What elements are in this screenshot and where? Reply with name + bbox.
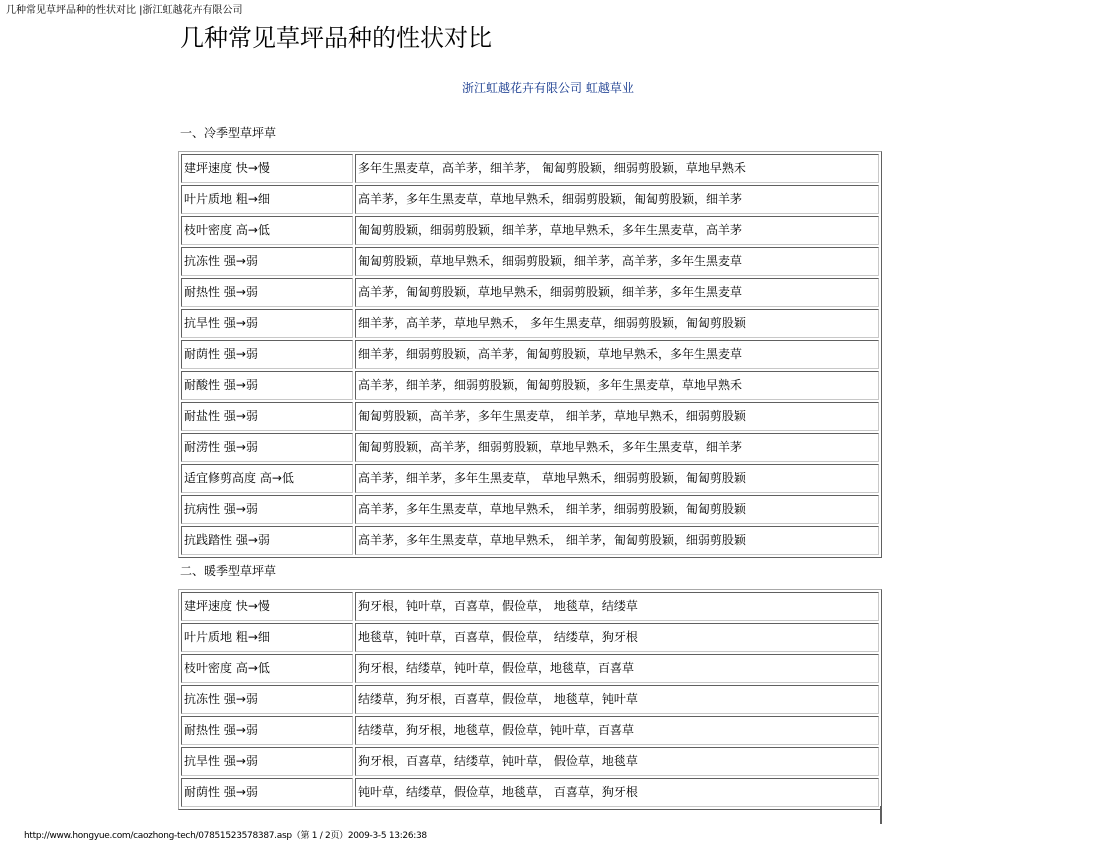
- trait-cell: 耐热性 强→弱: [181, 716, 353, 745]
- warm-season-table: [178, 589, 882, 810]
- cool-season-table: [178, 151, 882, 558]
- ranking-cell: 匍匐剪股颖，高羊茅，多年生黑麦草， 细羊茅，草地早熟禾，细弱剪股颖: [355, 402, 879, 431]
- table-row: [181, 747, 879, 776]
- trait-cell: 耐酸性 强→弱: [181, 371, 353, 400]
- trait-cell: 抗旱性 强→弱: [181, 309, 353, 338]
- table-row: [181, 371, 879, 400]
- ranking-cell: 高羊茅，多年生黑麦草，草地早熟禾，细弱剪股颖，匍匐剪股颖，细羊茅: [355, 185, 879, 214]
- ranking-cell: 高羊茅，多年生黑麦草，草地早熟禾， 细羊茅，细弱剪股颖，匍匐剪股颖: [355, 495, 879, 524]
- table-row: [181, 402, 879, 431]
- trait-cell: 耐盐性 强→弱: [181, 402, 353, 431]
- ranking-cell: 狗牙根，百喜草，结缕草，钝叶草， 假俭草，地毯草: [355, 747, 879, 776]
- ranking-cell: 多年生黑麦草，高羊茅，细羊茅， 匍匐剪股颖，细弱剪股颖，草地早熟禾: [355, 154, 879, 183]
- trait-cell: 适宜修剪高度 高→低: [181, 464, 353, 493]
- table-edge-divider: [880, 806, 882, 824]
- ranking-cell: 钝叶草，结缕草，假俭草，地毯草， 百喜草，狗牙根: [355, 778, 879, 807]
- table-row: [181, 464, 879, 493]
- table-row: [181, 495, 879, 524]
- trait-cell: 叶片质地 粗→细: [181, 185, 353, 214]
- page-title: 几种常见草坪品种的性状对比: [180, 24, 492, 52]
- trait-cell: 抗冻性 强→弱: [181, 685, 353, 714]
- ranking-cell: 结缕草，狗牙根，百喜草，假俭草， 地毯草，钝叶草: [355, 685, 879, 714]
- trait-cell: 枝叶密度 高→低: [181, 654, 353, 683]
- ranking-cell: 高羊茅，细羊茅，多年生黑麦草， 草地早熟禾，细弱剪股颖，匍匐剪股颖: [355, 464, 879, 493]
- trait-cell: 抗病性 强→弱: [181, 495, 353, 524]
- table-row: [181, 685, 879, 714]
- ranking-cell: 高羊茅，多年生黑麦草，草地早熟禾， 细羊茅，匍匐剪股颖，细弱剪股颖: [355, 526, 879, 555]
- trait-cell: 建坪速度 快→慢: [181, 154, 353, 183]
- trait-cell: 耐荫性 强→弱: [181, 340, 353, 369]
- trait-cell: 耐涝性 强→弱: [181, 433, 353, 462]
- warm-season-heading: 二、暖季型草坪草: [180, 564, 277, 578]
- company-link[interactable]: 浙江虹越花卉有限公司 虹越草业: [462, 81, 634, 95]
- ranking-cell: 狗牙根，结缕草，钝叶草，假俭草，地毯草，百喜草: [355, 654, 879, 683]
- table-row: [181, 716, 879, 745]
- trait-cell: 建坪速度 快→慢: [181, 592, 353, 621]
- table-row: [181, 592, 879, 621]
- trait-cell: 抗践踏性 强→弱: [181, 526, 353, 555]
- cool-season-heading: 一、冷季型草坪草: [180, 126, 277, 140]
- table-row: [181, 340, 879, 369]
- ranking-cell: 匍匐剪股颖，草地早熟禾，细弱剪股颖，细羊茅，高羊茅，多年生黑麦草: [355, 247, 879, 276]
- ranking-cell: 结缕草，狗牙根，地毯草，假俭草，钝叶草，百喜草: [355, 716, 879, 745]
- ranking-cell: 匍匐剪股颖，细弱剪股颖，细羊茅，草地早熟禾，多年生黑麦草，高羊茅: [355, 216, 879, 245]
- ranking-cell: 地毯草，钝叶草，百喜草，假俭草， 结缕草，狗牙根: [355, 623, 879, 652]
- table-row: [181, 278, 879, 307]
- ranking-cell: 高羊茅，匍匐剪股颖，草地早熟禾，细弱剪股颖，细羊茅，多年生黑麦草: [355, 278, 879, 307]
- table-row: [181, 247, 879, 276]
- table-row: [181, 623, 879, 652]
- page-clip: [178, 810, 884, 824]
- trait-cell: 叶片质地 粗→细: [181, 623, 353, 652]
- table-row: [181, 526, 879, 555]
- table-row: [181, 433, 879, 462]
- ranking-cell: 狗牙根，钝叶草，百喜草，假俭草， 地毯草，结缕草: [355, 592, 879, 621]
- trait-cell: 枝叶密度 高→低: [181, 216, 353, 245]
- ranking-cell: 匍匐剪股颖，高羊茅，细弱剪股颖，草地早熟禾，多年生黑麦草，细羊茅: [355, 433, 879, 462]
- ranking-cell: 高羊茅，细羊茅，细弱剪股颖，匍匐剪股颖，多年生黑麦草，草地早熟禾: [355, 371, 879, 400]
- trait-cell: 抗旱性 强→弱: [181, 747, 353, 776]
- trait-cell: 耐热性 强→弱: [181, 278, 353, 307]
- ranking-cell: 细羊茅，细弱剪股颖，高羊茅，匍匐剪股颖，草地早熟禾，多年生黑麦草: [355, 340, 879, 369]
- print-footer: http://www.hongyue.com/caozhong-tech/07851523578387.asp（第 1 / 2页）2009-3-5 13:26:38: [24, 831, 427, 841]
- table-row: [181, 185, 879, 214]
- print-header: 几种常见草坪品种的性状对比 |浙江虹越花卉有限公司: [6, 5, 243, 16]
- table-row: [181, 309, 879, 338]
- trait-cell: 抗冻性 强→弱: [181, 247, 353, 276]
- table-row: [181, 778, 879, 807]
- ranking-cell: 细羊茅，高羊茅，草地早熟禾， 多年生黑麦草，细弱剪股颖，匍匐剪股颖: [355, 309, 879, 338]
- table-row: [181, 154, 879, 183]
- table-row: [181, 216, 879, 245]
- trait-cell: 耐荫性 强→弱: [181, 778, 353, 807]
- table-row: [181, 654, 879, 683]
